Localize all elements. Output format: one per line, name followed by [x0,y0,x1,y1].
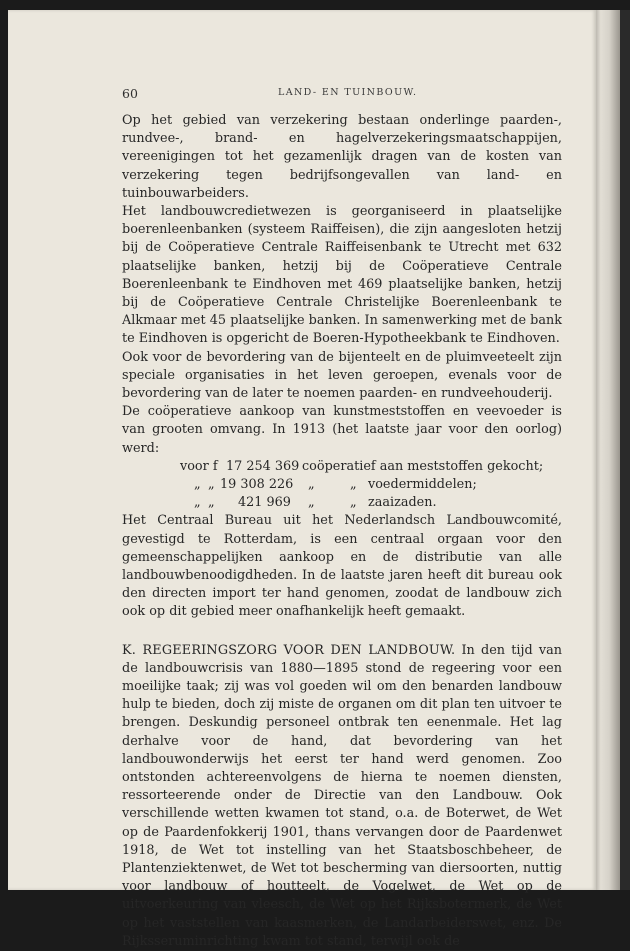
purchase-item: coöperatief aan meststoffen gekocht; [302,458,544,474]
paragraph-insurance: Op het gebied van verzekering bestaan onderlinge paarden-, rundvee-, brand- en hagelverzekeringsmaatschappijen, vereenigingen tot het gezamenlijk dragen van de kosten van verzekering tegen bedrijfsongevallen van land- en tuinbouwarbeiders. [122,113,562,201]
purchase-row [180,494,562,512]
purchase-item: zaaizaden. [368,495,437,511]
ditto-mark: „ [208,477,215,493]
section-heading: K. REGEERINGSZORG VOOR DEN LANDBOUW. [122,642,456,658]
ditto-mark: „ [308,477,315,493]
purchase-table [180,458,562,513]
ditto-mark: „ [350,495,357,511]
paragraph-purchasing: De coöperatieve aankoop van kunstmeststoffen en veevoeder is van grooten omvang. In 1913 (het laatste jaar voor den oorlog) werd: [122,404,562,456]
page-body [122,112,562,951]
ditto-mark: „ [208,495,215,511]
paragraph-central-bureau: Het Centraal Bureau uit het Nederlandsch Landbouwcomité, gevestigd te Rotterdam, is een centraal orgaan voor den gemeenschappelijken aankoop en de distributie van alle landbouwbenoodigdheden. In de laatste jaren heeft dit bureau ook den directen import ter hand genomen, zoodat de landbouw zich ook op dit gebied meer onafhankelijk heeft gemaakt. [122,513,562,620]
page-header [8,86,596,102]
book-page [8,10,596,949]
purchase-item: voedermiddelen; [368,477,477,493]
purchase-row [180,476,562,494]
section-gap [122,622,562,642]
page-number: 60 [122,86,138,101]
purchase-amount: 17 254 369 [226,458,300,474]
ditto-mark: „ [194,477,201,493]
section-text: In den tijd van de landbouwcrisis van 1880—1895 stond de regeering voor een moeilijke taak; zij was vol goeden wil om den benarden landbouw hulp te bieden, doch zij miste de organen om dit plan ten uitvoer te brengen. Deskundig personeel ontbrak ten eenenmale. Het lag derhalve voor de hand, dat bevordering van het landbouwonderwijs het eerst ter hand werd genomen. Zoo ontstonden achtereenvolgens de hierna te noemen diensten, ressorteerende onder de Directie van den Landbouw. Ook verschillende wetten kwamen tot stand, o.a. de Boterwet, de Wet op de Paardenfokkerij 1901, thans vervangen door de Paardenwet 1918, de Wet tot instelling van het Staatsboschbeheer, de Plantenziektenwet, de Wet tot bescherming van diersoorten, nuttig voor landbouw of houtteelt, de Vogelwet, de Wet op de uitvoerkeuring van vleesch, de Wet op het Rijksbotermerk, de Wet op het vaststellen van kaasmerken, de Landarbeiderswet, enz. De Rijksseruminrichting kwam tot stand, terwijl ook de [122,642,562,949]
ditto-mark: „ [308,495,315,511]
paragraph-organisations: Ook voor de bevordering van de bijenteelt en de pluimveeteelt zijn speciale organisaties in het leven geroepen, evenals voor de bevordering van de later te noemen paarden- en rundveehouderij. [122,349,562,402]
purchase-row [180,458,562,476]
paragraph-credit: Het landbouwcredietwezen is georganiseerd in plaatselijke boerenleenbanken (systeem Raiffeisen), die zijn aangesloten hetzij bij de Coöperatieve Centrale Raiffeisenbank te Utrecht met 632 plaatselijke banken, hetzij bij de Coöperatieve Centrale Boerenleenbank te Eindhoven met 469 plaatselijke banken, hetzij bij de Coöperatieve Centrale Christelijke Boerenleenbank te Alkmaar met 45 plaatselijke banken. In samenwerking met de bank te Eindhoven is opgericht de Boeren-Hypotheekbank te Eindhoven. [122,204,562,347]
book-spine [596,10,620,890]
purchase-prefix: voor f [180,458,218,474]
running-head: LAND- EN TUINBOUW. [278,87,418,98]
book-edge [620,10,630,890]
ditto-mark: „ [350,477,357,493]
purchase-amount: 19 308 226 [220,477,294,493]
ditto-mark: „ [194,495,201,511]
purchase-amount: 421 969 [238,495,291,511]
section-k [122,642,562,951]
